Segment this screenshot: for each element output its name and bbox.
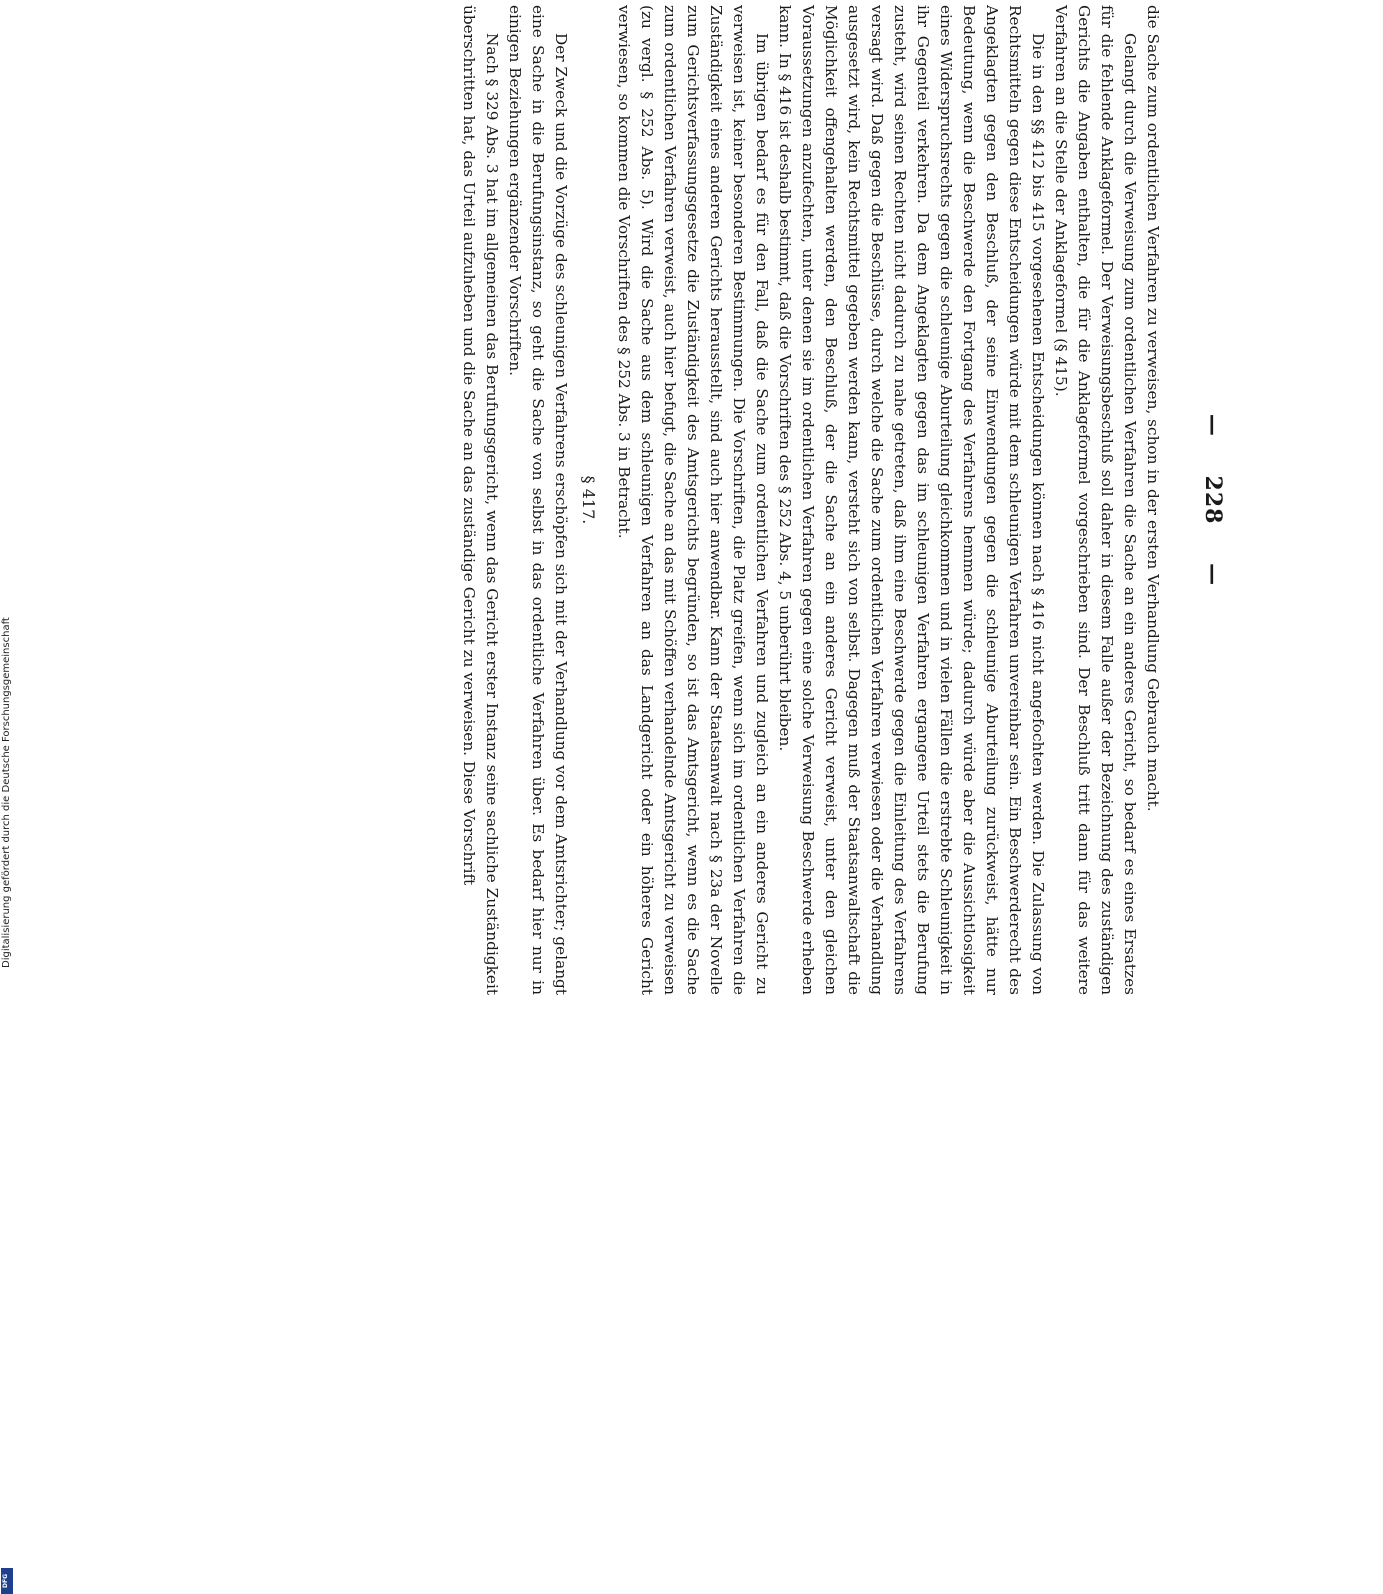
paragraph-3: Die in den §§ 412 bis 415 vorgesehenen Entscheidungen können nach § 416 nicht angefochten werden. Die Zulassung von Rechtsmitteln gegen diese Entscheidungen würde mit dem schleunigen Verfahren unvereinbar sein. Ein Beschwerderecht des Angeklagten gegen den Beschluß, der seine Einwendungen gegen die schleunige Aburteilung zurückweist, hätte nur Bedeutung, wenn die Beschwerde den Fortgang des Verfahrens hemmen würde; dadurch würde aber die Aussichtlosigkeit eines Widerspruchsrechts gegen die schleunige Aburteilung gleichkommen und in vielen Fällen die erstrebte Schleunigkeit in ihr Gegenteil verkehren. Da dem Angeklagten gegen das im schleunigen Verfahren ergangene Urteil stets die Berufung zusteht, wird seinen Rechten nicht dadurch zu nahe getreten, daß ihm eine Beschwerde gegen die Einleitung des Verfahrens versagt wird. Daß gegen die Beschlüsse, durch welche die Sache zum ordentlichen Verfahren verwiesen oder die Verhandlung ausgesetzt wird, kein Rechtsmittel gegeben werden kann, versteht sich von selbst. Dagegen muß der Staatsanwaltschaft die Möglichkeit offengehalten werden, den Beschluß, der die Sache an ein anderes Gericht verweist, unter den gleichen Voraussetzungen anzufechten, unter denen sie im ordentlichen Verfahren gegen eine solche Verweisung Beschwerde erheben kann. In § 416 ist deshalb bestimmt, daß die Vorschriften des § 252 Abs. 4, 5 unberührt bleiben. — [776, 5, 1047, 995]
scanned-page — [66, 5, 1226, 995]
section-paragraph-1: Der Zweck und die Vorzüge des schleunigen Verfahrens erschöpfen sich mit der Verhandlung vor dem Amtsrichter; gelangt eine Sache in die Berufungsinstanz, so geht die Sache von selbst in das ordentliche Verfahren über. Es bedarf hier nur in einigen Beziehungen ergänzender Vorschriften. — [506, 5, 570, 995]
dfg-logo-icon — [1, 1568, 13, 1594]
dfg-logo-text: DFG — [2, 1573, 9, 1589]
header-dash-left: — — [1200, 413, 1226, 437]
page-body — [457, 5, 1164, 995]
header-dash-right: — — [1200, 563, 1226, 587]
page-header — [1186, 5, 1226, 995]
dfg-credit-text: Digitalisierung gefördert durch die Deutsche Forschungsgemeinschaft — [1, 617, 12, 968]
paragraph-4: Im übrigen bedarf es für den Fall, daß die Sache zum ordentlichen Verfahren und zugleich an ein anderes Gericht zu verweisen ist, keiner besonderen Bestimmungen. Die Vorschriften, die Platz greifen, wenn sich im ordentlichen Verfahren die Zuständigkeit eines anderen Gerichts herausstellt, sind auch hier anwendbar. Kann der Staatsanwalt nach § 23a der Novelle zum Gerichtsverfassungsgesetze die Zuständigkeit des Amtsgerichts begründen, so ist das Amtsgericht, wenn es die Sache zum ordentlichen Verfahren verweist, auch hier befugt, die Sache an das mit Schöffen verhandelnde Amtsgericht zu verweisen (zu vergl. § 252 Abs. 5). Wird die Sache aus dem schleunigen Verfahren an das Landgericht oder ein höheres Gericht verwiesen, so kommen die Vorschriften des § 252 Abs. 3 in Betracht. — [615, 5, 771, 995]
paragraph-1: die Sache zum ordentlichen Verfahren zu verweisen, schon in der ersten Verhandlung Gebrauch macht. — [1144, 5, 1162, 812]
section-heading: § 417. — [579, 475, 598, 525]
section-paragraph-2: Nach § 329 Abs. 3 hat im allgemeinen das Berufungsgericht, wenn das Gericht erster Instanz seine sachliche Zuständigkeit überschritten hat, das Urteil aufzuheben und die Sache an das zuständige Gericht zu verweisen. Diese Vorschrift — [460, 5, 501, 995]
dfg-sidebar — [0, 600, 14, 1589]
paragraph-2: Gelangt durch die Verweisung zum ordentlichen Verfahren die Sache an ein anderes Gericht, so bedarf es eines Ersatzes für die fehlende Anklageformel. Der Verweisungsbeschluß soll daher in diesem Falle außer der Bezeichnung des zuständigen Gerichts die Angaben enthalten, die für die Anklageformel vorgeschrieben sind. Der Beschluß tritt dann für das weitere Verfahren an die Stelle der Anklageformel (§ 415). — [1052, 5, 1139, 995]
page-number: 228 — [1200, 475, 1226, 525]
